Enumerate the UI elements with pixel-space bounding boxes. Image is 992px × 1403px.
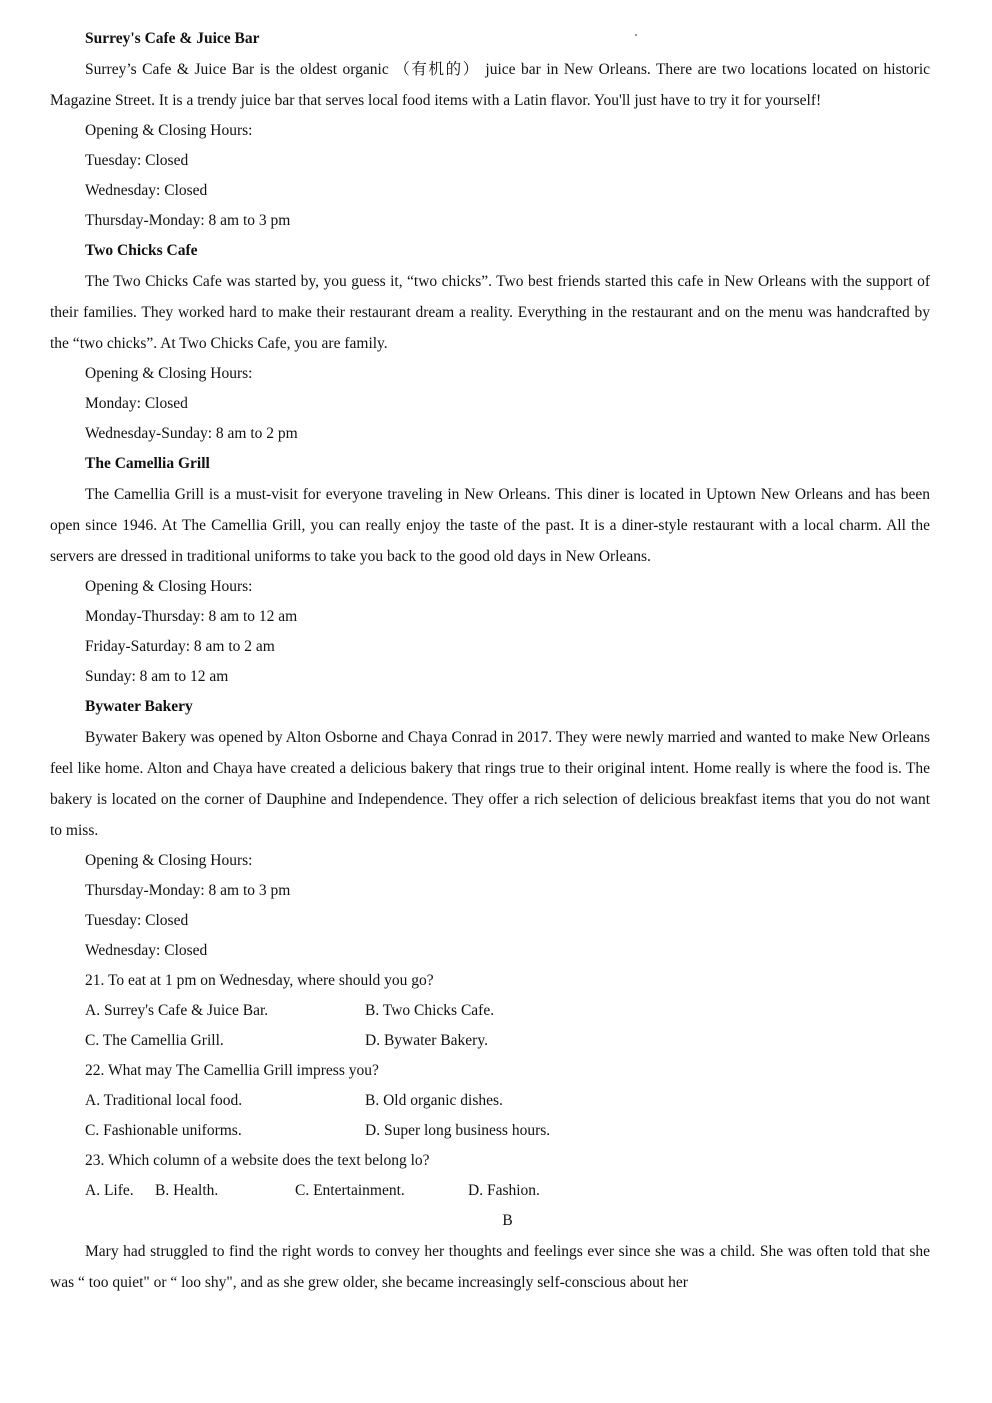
hours-item: Wednesday-Sunday: 8 am to 2 pm [85, 425, 298, 442]
option-c: C. The Camellia Grill. [85, 1032, 224, 1049]
hours-label: Opening & Closing Hours: [85, 122, 253, 139]
hours-item: Monday-Thursday: 8 am to 12 am [85, 608, 298, 625]
section-two-chicks [50, 236, 930, 449]
option-a: A. Life. [85, 1182, 134, 1199]
question-22 [50, 1056, 930, 1146]
hours-label: Opening & Closing Hours: [85, 365, 253, 382]
options-row [50, 1026, 930, 1056]
section-label: B [502, 1212, 513, 1229]
option-b: B. Health. [155, 1182, 219, 1199]
option-a: A. Surrey's Cafe & Juice Bar. [85, 1002, 269, 1019]
option-d: D. Super long business hours. [365, 1122, 551, 1139]
option-c: C. Entertainment. [295, 1182, 405, 1199]
question-stem: 21. To eat at 1 pm on Wednesday, where should you go? [85, 972, 434, 989]
hours-item: Monday: Closed [85, 395, 188, 412]
option-d: D. Bywater Bakery. [365, 1032, 488, 1049]
options-row [50, 1176, 930, 1206]
question-21 [50, 966, 930, 1056]
hours-item: Thursday-Monday: 8 am to 3 pm [85, 882, 291, 899]
options-row [50, 1116, 930, 1146]
section-body: The Two Chicks Cafe was started by, you guess it, “two chicks”. Two best friends started this cafe in New Orleans with the support of their families. They worked hard to make their restaurant dream a reality. Everything in the restaurant and on the menu was handcrafted by the “two chicks”. At Two Chicks Cafe, you are family. [50, 273, 930, 352]
hours-item: Thursday-Monday: 8 am to 3 pm [85, 212, 291, 229]
document-page [50, 24, 930, 1298]
options-row [50, 1086, 930, 1116]
option-b: B. Old organic dishes. [365, 1092, 503, 1109]
question-stem: 22. What may The Camellia Grill impress you? [85, 1062, 379, 1079]
section-title: Bywater Bakery [85, 698, 193, 715]
hours-item: Tuesday: Closed [85, 912, 189, 929]
question-23 [50, 1146, 930, 1206]
section-surreys [50, 24, 930, 236]
section-body: Bywater Bakery was opened by Alton Osborne and Chaya Conrad in 2017. They were newly married and wanted to make New Orleans feel like home. Alton and Chaya have created a delicious bakery that rings true to their original intent. Home really is where the food is. The bakery is located on the corner of Dauphine and Independence. They offer a rich selection of delicious breakfast items that you do not want to miss. [50, 729, 930, 839]
hours-item: Tuesday: Closed [85, 152, 189, 169]
section-b [50, 1206, 930, 1298]
section-body: Mary had struggled to find the right words to convey her thoughts and feelings ever since she was a child. She was often told that she was “ too quiet" or “ loo shy", and as she grew older, she became increasingly self-conscious about her [50, 1243, 930, 1291]
hours-item: Friday-Saturday: 8 am to 2 am [85, 638, 275, 655]
question-stem: 23. Which column of a website does the text belong lo? [85, 1152, 430, 1169]
option-c: C. Fashionable uniforms. [85, 1122, 242, 1139]
section-title: Surrey's Cafe & Juice Bar [85, 30, 260, 47]
option-b: B. Two Chicks Cafe. [365, 1002, 495, 1019]
section-title: Two Chicks Cafe [85, 242, 198, 259]
hours-label: Opening & Closing Hours: [85, 578, 253, 595]
option-d: D. Fashion. [468, 1182, 540, 1199]
section-title: The Camellia Grill [85, 455, 210, 472]
hours-item: Wednesday: Closed [85, 182, 208, 199]
hours-item: Wednesday: Closed [85, 942, 208, 959]
section-body: The Camellia Grill is a must-visit for everyone traveling in New Orleans. This diner is located in Uptown New Orleans and has been open since 1946. At The Camellia Grill, you can really enjoy the taste of the past. It is a diner-style restaurant with a local charm. All the servers are dressed in traditional uniforms to take you back to the good old days in New Orleans. [50, 486, 930, 565]
section-body: Surrey’s Cafe & Juice Bar is the oldest organic （有机的） juice bar in New Orleans. There are two locations located on historic Magazine Street. It is a trendy juice bar that serves local food items with a Latin flavor. You'll just have to try it for yourself! [50, 61, 930, 109]
option-a: A. Traditional local food. [85, 1092, 243, 1109]
hours-label: Opening & Closing Hours: [85, 852, 253, 869]
section-camellia-grill [50, 449, 930, 692]
hours-item: Sunday: 8 am to 12 am [85, 668, 229, 685]
section-bywater-bakery [50, 692, 930, 966]
options-row [50, 996, 930, 1026]
